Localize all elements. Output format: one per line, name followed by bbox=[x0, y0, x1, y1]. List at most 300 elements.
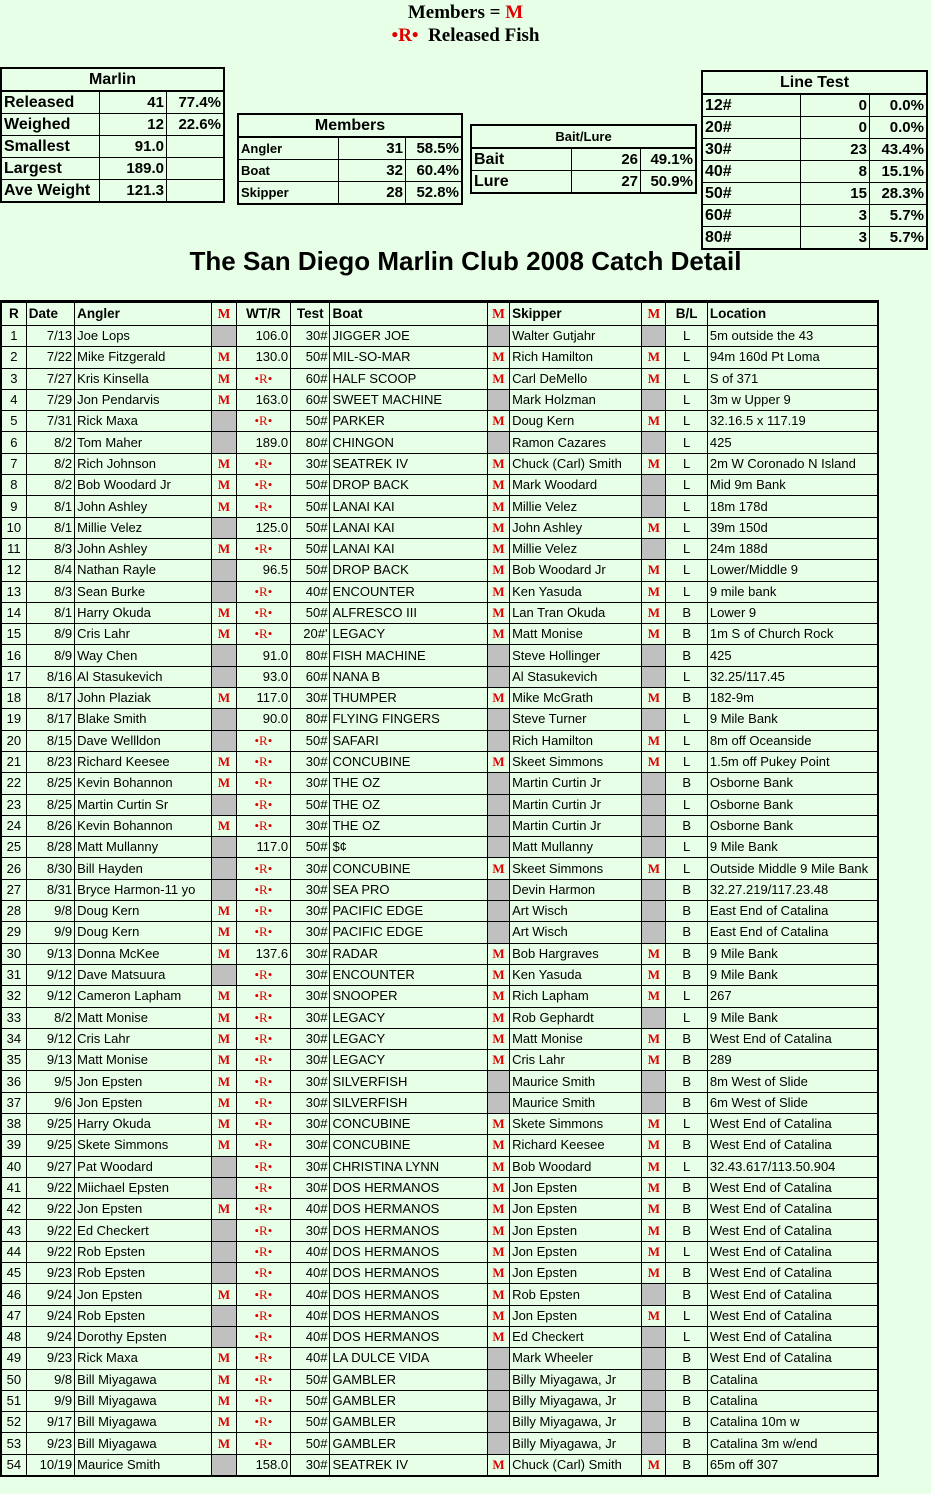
line-test: 40# bbox=[291, 581, 330, 602]
stat-percent: 22.6% bbox=[166, 114, 224, 136]
line-test: 50# bbox=[291, 475, 330, 496]
bait-or-lure: L bbox=[666, 1007, 707, 1028]
released-mark: •R• bbox=[391, 25, 419, 46]
bait-or-lure: L bbox=[666, 411, 707, 432]
bait-or-lure: B bbox=[666, 1263, 707, 1284]
catch-date: 8/1 bbox=[26, 602, 74, 623]
boat-member-mark: M bbox=[487, 475, 509, 496]
row-number: 6 bbox=[1, 432, 26, 453]
line-test: 30# bbox=[291, 688, 330, 709]
weight-or-released: •R• bbox=[236, 1113, 290, 1134]
boat-name: FISH MACHINE bbox=[330, 645, 487, 666]
skipper-member-mark: M bbox=[642, 1199, 666, 1220]
bait-or-lure: B bbox=[666, 1177, 707, 1198]
table-row bbox=[1, 1433, 878, 1454]
boat-member-mark bbox=[487, 389, 509, 410]
bait-or-lure: L bbox=[666, 538, 707, 559]
skipper-member-mark bbox=[642, 1433, 666, 1454]
catch-location: 8m off Oceanside bbox=[707, 730, 878, 751]
table-row bbox=[1, 1199, 878, 1220]
skipper-member-mark: M bbox=[642, 1241, 666, 1262]
line-test: 30# bbox=[291, 1092, 330, 1113]
stat-label: Angler bbox=[238, 137, 339, 160]
stat-row bbox=[1, 114, 224, 136]
weight-or-released: •R• bbox=[236, 922, 290, 943]
angler-member-mark bbox=[212, 432, 236, 453]
row-number: 51 bbox=[1, 1390, 26, 1411]
boat-name: PARKER bbox=[330, 411, 487, 432]
table-row bbox=[1, 475, 878, 496]
skipper-member-mark bbox=[642, 1326, 666, 1347]
catch-date: 9/12 bbox=[26, 986, 74, 1007]
bait-or-lure: B bbox=[666, 815, 707, 836]
angler-member-mark bbox=[212, 326, 236, 347]
boat-member-mark: M bbox=[487, 538, 509, 559]
angler-name: John Ashley bbox=[75, 538, 212, 559]
weight-or-released: •R• bbox=[236, 879, 290, 900]
skipper-member-mark bbox=[642, 1284, 666, 1305]
line-test: 50# bbox=[291, 411, 330, 432]
angler-name: John Plaziak bbox=[75, 688, 212, 709]
row-number: 54 bbox=[1, 1454, 26, 1476]
catch-date: 8/9 bbox=[26, 624, 74, 645]
skipper-name: John Ashley bbox=[510, 517, 642, 538]
table-row bbox=[1, 922, 878, 943]
skipper-member-mark bbox=[642, 837, 666, 858]
skipper-name: Rich Hamilton bbox=[510, 730, 642, 751]
angler-name: Blake Smith bbox=[75, 709, 212, 730]
weight-or-released: •R• bbox=[236, 1433, 290, 1454]
skipper-name: Lan Tran Okuda bbox=[510, 602, 642, 623]
stat-value: 0 bbox=[801, 117, 870, 139]
stat-percent: 28.3% bbox=[869, 183, 927, 205]
catch-date: 7/29 bbox=[26, 389, 74, 410]
boat-name: SEA PRO bbox=[330, 879, 487, 900]
catch-location: 3m w Upper 9 bbox=[707, 389, 878, 410]
row-number: 9 bbox=[1, 496, 26, 517]
boat-name: $¢ bbox=[330, 837, 487, 858]
boat-name: NANA B bbox=[330, 666, 487, 687]
skipper-name: Mark Woodard bbox=[510, 475, 642, 496]
angler-member-mark: M bbox=[212, 1412, 236, 1433]
skipper-name: Bob Hargraves bbox=[510, 943, 642, 964]
skipper-name: Art Wisch bbox=[510, 901, 642, 922]
catch-location: West End of Catalina bbox=[707, 1028, 878, 1049]
released-legend-label: Released Fish bbox=[428, 25, 540, 46]
row-number: 50 bbox=[1, 1369, 26, 1390]
catch-location: East End of Catalina bbox=[707, 922, 878, 943]
angler-member-mark: M bbox=[212, 1113, 236, 1134]
boat-member-mark: M bbox=[487, 602, 509, 623]
members-stats-title: Members bbox=[238, 114, 462, 137]
table-row bbox=[1, 879, 878, 900]
line-test: 30# bbox=[291, 1050, 330, 1071]
row-number: 37 bbox=[1, 1092, 26, 1113]
boat-name: CONCUBINE bbox=[330, 751, 487, 772]
page-title: The San Diego Marlin Club 2008 Catch Detail bbox=[189, 246, 742, 276]
bait-or-lure: B bbox=[666, 879, 707, 900]
angler-member-mark: M bbox=[212, 1284, 236, 1305]
boat-name: MIL-SO-MAR bbox=[330, 347, 487, 368]
table-row bbox=[1, 858, 878, 879]
table-row bbox=[1, 389, 878, 410]
angler-name: Jon Epsten bbox=[75, 1092, 212, 1113]
skipper-member-mark: M bbox=[642, 1177, 666, 1198]
line-test: 30# bbox=[291, 986, 330, 1007]
stat-row bbox=[471, 148, 696, 171]
angler-name: Matt Mullanny bbox=[75, 837, 212, 858]
weight-or-released: 130.0 bbox=[236, 347, 290, 368]
boat-name: DOS HERMANOS bbox=[330, 1220, 487, 1241]
stat-row bbox=[1, 158, 224, 180]
catch-location: 65m off 307 bbox=[707, 1454, 878, 1476]
stat-value: 12 bbox=[100, 114, 167, 136]
angler-name: Way Chen bbox=[75, 645, 212, 666]
boat-member-mark: M bbox=[487, 560, 509, 581]
boat-member-mark: M bbox=[487, 688, 509, 709]
line-test: 60# bbox=[291, 666, 330, 687]
angler-member-mark: M bbox=[212, 1199, 236, 1220]
boat-name: THUMPER bbox=[330, 688, 487, 709]
line-test: 30# bbox=[291, 922, 330, 943]
angler-member-mark: M bbox=[212, 751, 236, 772]
skipper-name: Billy Miyagawa, Jr bbox=[510, 1369, 642, 1390]
angler-name: Millie Velez bbox=[75, 517, 212, 538]
row-number: 35 bbox=[1, 1050, 26, 1071]
boat-member-mark: M bbox=[487, 1135, 509, 1156]
table-row bbox=[1, 751, 878, 772]
catch-date: 7/31 bbox=[26, 411, 74, 432]
stat-percent: 43.4% bbox=[869, 139, 927, 161]
catch-location: West End of Catalina bbox=[707, 1348, 878, 1369]
catch-location: West End of Catalina bbox=[707, 1241, 878, 1262]
catch-location: 39m 150d bbox=[707, 517, 878, 538]
skipper-member-mark: M bbox=[642, 1050, 666, 1071]
table-row bbox=[1, 709, 878, 730]
boat-name: CHRISTINA LYNN bbox=[330, 1156, 487, 1177]
table-row bbox=[1, 1007, 878, 1028]
boat-member-mark: M bbox=[487, 1454, 509, 1476]
boat-name: CONCUBINE bbox=[330, 1113, 487, 1134]
boat-name: DOS HERMANOS bbox=[330, 1305, 487, 1326]
weight-or-released: 117.0 bbox=[236, 837, 290, 858]
catch-location: 9 Mile Bank bbox=[707, 964, 878, 985]
angler-member-mark: M bbox=[212, 901, 236, 922]
angler-member-mark: M bbox=[212, 1369, 236, 1390]
skipper-name: Billy Miyagawa, Jr bbox=[510, 1390, 642, 1411]
stat-label: 60# bbox=[702, 205, 801, 227]
angler-member-mark: M bbox=[212, 389, 236, 410]
boat-member-mark: M bbox=[487, 1156, 509, 1177]
stat-value: 15 bbox=[801, 183, 870, 205]
boat-member-mark bbox=[487, 1071, 509, 1092]
skipper-name: Jon Epsten bbox=[510, 1220, 642, 1241]
table-row bbox=[1, 1050, 878, 1071]
bait-or-lure: L bbox=[666, 496, 707, 517]
catch-date: 7/13 bbox=[26, 326, 74, 347]
stat-value: 27 bbox=[572, 171, 641, 194]
row-number: 48 bbox=[1, 1326, 26, 1347]
line-test: 40# bbox=[291, 1263, 330, 1284]
catch-date: 9/22 bbox=[26, 1177, 74, 1198]
skipper-name: Jon Epsten bbox=[510, 1199, 642, 1220]
stat-value: 121.3 bbox=[100, 180, 167, 203]
catch-date: 8/2 bbox=[26, 475, 74, 496]
released-legend bbox=[0, 25, 931, 47]
catch-location: 9 mile bank bbox=[707, 581, 878, 602]
catch-date: 8/23 bbox=[26, 751, 74, 772]
line-test: 50# bbox=[291, 730, 330, 751]
bait-or-lure: L bbox=[666, 1156, 707, 1177]
boat-name: LEGACY bbox=[330, 1050, 487, 1071]
catch-location: Outside Middle 9 Mile Bank bbox=[707, 858, 878, 879]
boat-member-mark bbox=[487, 326, 509, 347]
angler-member-mark bbox=[212, 794, 236, 815]
catch-date: 8/30 bbox=[26, 858, 74, 879]
bait-or-lure: L bbox=[666, 432, 707, 453]
skipper-member-mark bbox=[642, 709, 666, 730]
angler-member-mark bbox=[212, 666, 236, 687]
angler-member-mark: M bbox=[212, 815, 236, 836]
line-test: 20#' bbox=[291, 624, 330, 645]
table-row bbox=[1, 1454, 878, 1476]
skipper-name: Ramon Cazares bbox=[510, 432, 642, 453]
angler-name: Sean Burke bbox=[75, 581, 212, 602]
table-row bbox=[1, 1220, 878, 1241]
line-test: 80# bbox=[291, 709, 330, 730]
boat-name: DOS HERMANOS bbox=[330, 1263, 487, 1284]
line-test-table bbox=[701, 70, 928, 250]
angler-member-mark: M bbox=[212, 943, 236, 964]
line-test: 40# bbox=[291, 1348, 330, 1369]
skipper-name: Mark Wheeler bbox=[510, 1348, 642, 1369]
bait-or-lure: B bbox=[666, 1369, 707, 1390]
angler-member-mark: M bbox=[212, 1028, 236, 1049]
angler-name: Matt Monise bbox=[75, 1007, 212, 1028]
stat-label: Lure bbox=[471, 171, 572, 194]
col-boat-member: M bbox=[487, 302, 509, 326]
boat-member-mark bbox=[487, 1369, 509, 1390]
table-row bbox=[1, 1071, 878, 1092]
table-row bbox=[1, 1113, 878, 1134]
row-number: 15 bbox=[1, 624, 26, 645]
skipper-name: Rob Gephardt bbox=[510, 1007, 642, 1028]
catch-date: 8/15 bbox=[26, 730, 74, 751]
stat-row bbox=[1, 91, 224, 114]
skipper-name: Cris Lahr bbox=[510, 1050, 642, 1071]
boat-member-mark: M bbox=[487, 1241, 509, 1262]
bait-or-lure: L bbox=[666, 986, 707, 1007]
row-number: 33 bbox=[1, 1007, 26, 1028]
boat-name: LANAI KAI bbox=[330, 538, 487, 559]
catch-date: 9/12 bbox=[26, 1028, 74, 1049]
angler-member-mark: M bbox=[212, 1007, 236, 1028]
skipper-name: Art Wisch bbox=[510, 922, 642, 943]
angler-name: Bill Miyagawa bbox=[75, 1390, 212, 1411]
col-date: Date bbox=[26, 302, 74, 326]
angler-name: Bill Miyagawa bbox=[75, 1412, 212, 1433]
row-number: 20 bbox=[1, 730, 26, 751]
catch-date: 8/26 bbox=[26, 815, 74, 836]
table-row bbox=[1, 1369, 878, 1390]
angler-name: Rob Epsten bbox=[75, 1241, 212, 1262]
catch-date: 9/23 bbox=[26, 1263, 74, 1284]
boat-name: DOS HERMANOS bbox=[330, 1284, 487, 1305]
boat-name: LEGACY bbox=[330, 1028, 487, 1049]
table-header-row bbox=[1, 302, 878, 326]
bait-or-lure: B bbox=[666, 1412, 707, 1433]
members-stats-table bbox=[237, 113, 463, 205]
row-number: 19 bbox=[1, 709, 26, 730]
angler-name: John Ashley bbox=[75, 496, 212, 517]
col-skipper-member: M bbox=[642, 302, 666, 326]
boat-member-mark: M bbox=[487, 986, 509, 1007]
catch-date: 9/25 bbox=[26, 1135, 74, 1156]
skipper-name: Steve Hollinger bbox=[510, 645, 642, 666]
angler-member-mark: M bbox=[212, 986, 236, 1007]
boat-name: CONCUBINE bbox=[330, 858, 487, 879]
boat-member-mark: M bbox=[487, 581, 509, 602]
catch-location: Catalina bbox=[707, 1369, 878, 1390]
angler-name: Dorothy Epsten bbox=[75, 1326, 212, 1347]
boat-name: DOS HERMANOS bbox=[330, 1326, 487, 1347]
table-row bbox=[1, 517, 878, 538]
boat-member-mark bbox=[487, 1390, 509, 1411]
catch-location: 9 Mile Bank bbox=[707, 943, 878, 964]
line-test: 40# bbox=[291, 1241, 330, 1262]
angler-member-mark: M bbox=[212, 1348, 236, 1369]
row-number: 24 bbox=[1, 815, 26, 836]
table-row bbox=[1, 815, 878, 836]
table-row bbox=[1, 794, 878, 815]
line-test: 30# bbox=[291, 1135, 330, 1156]
row-number: 18 bbox=[1, 688, 26, 709]
boat-member-mark: M bbox=[487, 1028, 509, 1049]
weight-or-released: •R• bbox=[236, 1369, 290, 1390]
boat-member-mark bbox=[487, 1348, 509, 1369]
boat-member-mark: M bbox=[487, 368, 509, 389]
boat-member-mark bbox=[487, 1433, 509, 1454]
catch-date: 9/25 bbox=[26, 1113, 74, 1134]
catch-location: West End of Catalina bbox=[707, 1263, 878, 1284]
angler-name: Tom Maher bbox=[75, 432, 212, 453]
angler-member-mark: M bbox=[212, 538, 236, 559]
row-number: 22 bbox=[1, 773, 26, 794]
angler-member-mark bbox=[212, 1263, 236, 1284]
stat-value: 8 bbox=[801, 161, 870, 183]
stat-label: Ave Weight bbox=[1, 180, 100, 203]
row-number: 27 bbox=[1, 879, 26, 900]
table-row bbox=[1, 326, 878, 347]
skipper-name: Ken Yasuda bbox=[510, 581, 642, 602]
skipper-name: Matt Monise bbox=[510, 624, 642, 645]
angler-member-mark: M bbox=[212, 773, 236, 794]
skipper-member-mark: M bbox=[642, 560, 666, 581]
table-row bbox=[1, 581, 878, 602]
boat-name: DROP BACK bbox=[330, 560, 487, 581]
weight-or-released: •R• bbox=[236, 496, 290, 517]
skipper-member-mark bbox=[642, 1369, 666, 1390]
angler-name: Nathan Rayle bbox=[75, 560, 212, 581]
row-number: 49 bbox=[1, 1348, 26, 1369]
boat-member-mark bbox=[487, 922, 509, 943]
skipper-member-mark: M bbox=[642, 688, 666, 709]
catch-location: 425 bbox=[707, 645, 878, 666]
stat-value: 31 bbox=[339, 137, 406, 160]
weight-or-released: •R• bbox=[236, 411, 290, 432]
catch-date: 8/31 bbox=[26, 879, 74, 900]
weight-or-released: 125.0 bbox=[236, 517, 290, 538]
line-test: 50# bbox=[291, 837, 330, 858]
angler-member-mark: M bbox=[212, 347, 236, 368]
angler-name: Harry Okuda bbox=[75, 1113, 212, 1134]
catch-date: 8/16 bbox=[26, 666, 74, 687]
line-test: 30# bbox=[291, 1220, 330, 1241]
row-number: 52 bbox=[1, 1412, 26, 1433]
stat-value: 189.0 bbox=[100, 158, 167, 180]
catch-location: 32.25/117.45 bbox=[707, 666, 878, 687]
bait-or-lure: L bbox=[666, 326, 707, 347]
catch-location: 18m 178d bbox=[707, 496, 878, 517]
table-row bbox=[1, 411, 878, 432]
catch-date: 9/22 bbox=[26, 1199, 74, 1220]
catch-date: 9/17 bbox=[26, 1412, 74, 1433]
boat-name: CHINGON bbox=[330, 432, 487, 453]
angler-name: Cameron Lapham bbox=[75, 986, 212, 1007]
line-test: 30# bbox=[291, 1071, 330, 1092]
weight-or-released: •R• bbox=[236, 1390, 290, 1411]
members-legend bbox=[0, 2, 931, 24]
bait-or-lure: B bbox=[666, 901, 707, 922]
boat-member-mark: M bbox=[487, 1263, 509, 1284]
bait-or-lure: L bbox=[666, 730, 707, 751]
boat-member-mark: M bbox=[487, 1007, 509, 1028]
line-test: 30# bbox=[291, 773, 330, 794]
catch-location: West End of Catalina bbox=[707, 1284, 878, 1305]
skipper-name: Richard Keesee bbox=[510, 1135, 642, 1156]
angler-member-mark bbox=[212, 1220, 236, 1241]
catch-date: 9/13 bbox=[26, 943, 74, 964]
angler-member-mark: M bbox=[212, 368, 236, 389]
skipper-name: Jon Epsten bbox=[510, 1241, 642, 1262]
catch-date: 9/22 bbox=[26, 1220, 74, 1241]
bait-lure-title: Bait/Lure bbox=[471, 125, 696, 148]
bait-or-lure: B bbox=[666, 1390, 707, 1411]
angler-name: Rich Johnson bbox=[75, 453, 212, 474]
boat-member-mark: M bbox=[487, 1305, 509, 1326]
stat-percent: 60.4% bbox=[405, 160, 462, 182]
boat-member-mark: M bbox=[487, 943, 509, 964]
row-number: 23 bbox=[1, 794, 26, 815]
stat-row bbox=[702, 183, 927, 205]
row-number: 11 bbox=[1, 538, 26, 559]
line-test: 60# bbox=[291, 389, 330, 410]
boat-member-mark: M bbox=[487, 1199, 509, 1220]
table-row bbox=[1, 624, 878, 645]
weight-or-released: •R• bbox=[236, 1156, 290, 1177]
bait-or-lure: B bbox=[666, 1092, 707, 1113]
weight-or-released: •R• bbox=[236, 1220, 290, 1241]
table-row bbox=[1, 1263, 878, 1284]
row-number: 43 bbox=[1, 1220, 26, 1241]
col-angler-member: M bbox=[212, 302, 236, 326]
angler-name: Skete Simmons bbox=[75, 1135, 212, 1156]
catch-location: East End of Catalina bbox=[707, 901, 878, 922]
table-row bbox=[1, 773, 878, 794]
stat-label: 40# bbox=[702, 161, 801, 183]
catch-location: 1.5m off Pukey Point bbox=[707, 751, 878, 772]
stat-value: 32 bbox=[339, 160, 406, 182]
